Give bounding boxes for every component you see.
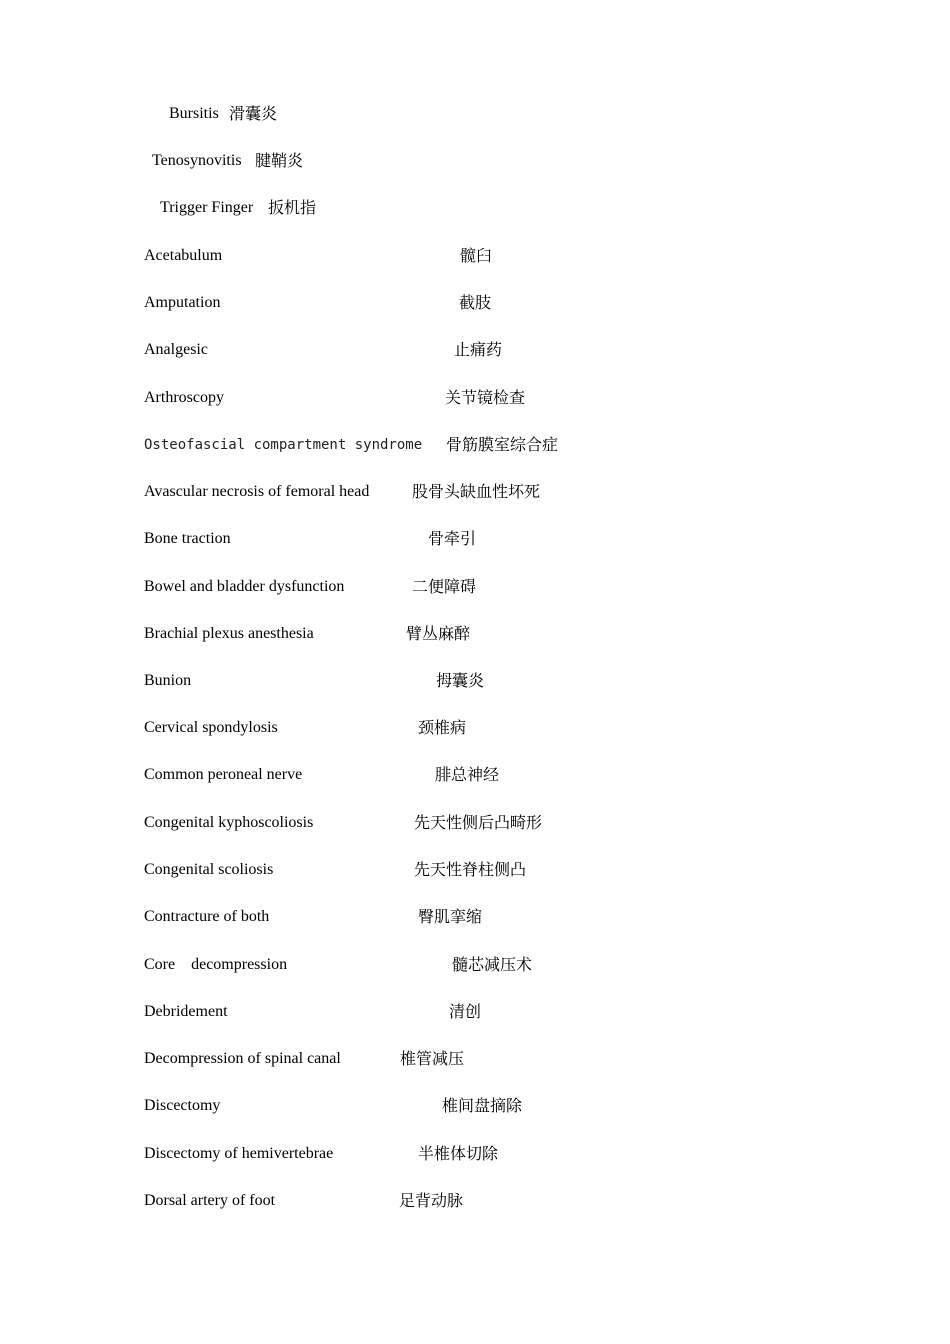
term-zh: 止痛药	[454, 340, 503, 359]
term-zh: 腓总神经	[435, 765, 500, 784]
term-zh: 先天性脊柱侧凸	[414, 860, 527, 879]
term-en: Bunion	[144, 672, 192, 689]
term-en: Acetabulum	[144, 247, 223, 264]
term-zh: 滑囊炎	[229, 104, 278, 123]
term-zh: 拇囊炎	[436, 671, 485, 690]
term-zh: 骨牵引	[428, 529, 477, 548]
term-en: Congenital scoliosis	[144, 861, 274, 878]
term-zh: 骨筋膜室综合症	[446, 435, 559, 454]
term-zh: 关节镜检查	[445, 388, 526, 407]
term-en: Discectomy of hemivertebrae	[144, 1145, 334, 1162]
term-zh: 半椎体切除	[418, 1144, 499, 1163]
term-zh: 扳机指	[268, 198, 317, 217]
term-zh: 椎管减压	[400, 1049, 465, 1068]
term-zh: 臂丛麻醉	[406, 624, 471, 643]
term-zh: 臀肌挛缩	[418, 907, 483, 926]
term-zh: 截肢	[459, 293, 492, 312]
term-zh: 股骨头缺血性坏死	[412, 482, 541, 501]
term-en: Osteofascial compartment syndrome	[144, 437, 423, 453]
term-en: Trigger Finger	[160, 199, 254, 216]
term-zh: 足背动脉	[399, 1191, 464, 1210]
term-en: Common peroneal nerve	[144, 766, 303, 783]
term-en: Arthroscopy	[144, 389, 224, 406]
term-en: Brachial plexus anesthesia	[144, 625, 314, 642]
term-zh: 颈椎病	[418, 718, 467, 737]
term-en: Avascular necrosis of femoral head	[144, 483, 370, 500]
term-en: Bursitis	[169, 105, 219, 122]
term-zh: 二便障碍	[412, 577, 477, 596]
term-zh: 椎间盘摘除	[442, 1096, 523, 1115]
term-en: Discectomy	[144, 1097, 221, 1114]
term-zh: 髋臼	[460, 246, 493, 265]
term-zh: 髓芯减压术	[452, 955, 533, 974]
term-en: Amputation	[144, 294, 221, 311]
term-en: Congenital kyphoscoliosis	[144, 814, 314, 831]
term-en: Contracture of both	[144, 908, 270, 925]
term-zh: 清创	[449, 1002, 482, 1021]
term-en: Bowel and bladder dysfunction	[144, 578, 345, 595]
term-en: Debridement	[144, 1003, 228, 1020]
term-en: Dorsal artery of foot	[144, 1192, 276, 1209]
term-en: Tenosynovitis	[152, 152, 242, 169]
term-en: Cervical spondylosis	[144, 719, 278, 736]
term-en: Decompression of spinal canal	[144, 1050, 341, 1067]
term-zh: 腱鞘炎	[255, 151, 304, 170]
term-zh: 先天性侧后凸畸形	[414, 813, 543, 832]
term-en: Bone traction	[144, 530, 231, 547]
term-en: Core decompression	[144, 956, 288, 973]
term-en: Analgesic	[144, 341, 208, 358]
